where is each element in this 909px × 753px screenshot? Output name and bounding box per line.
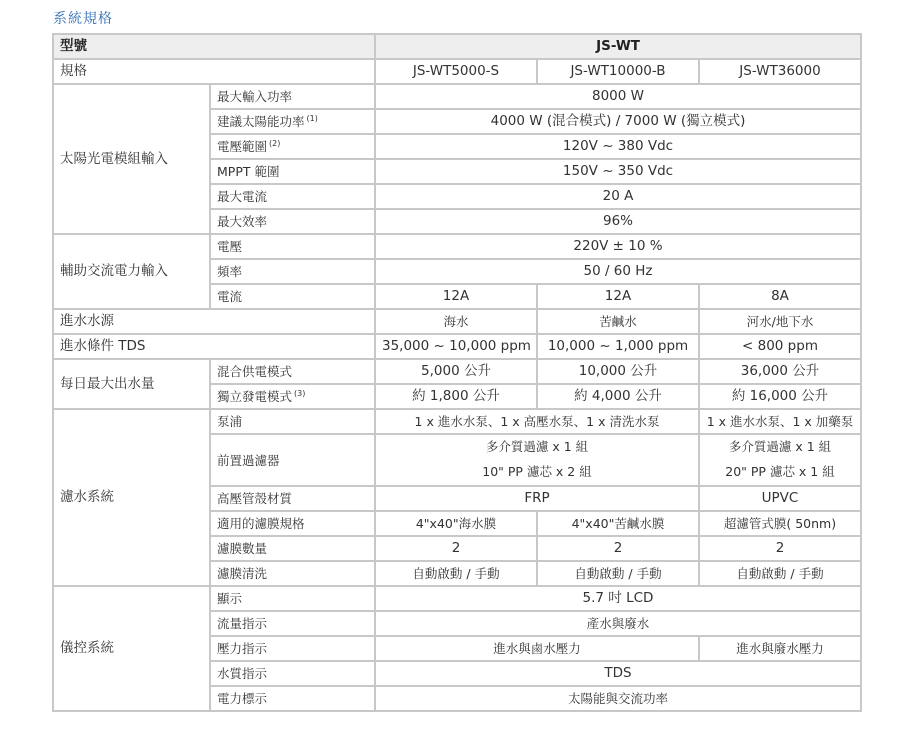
cell-value: 約 1,800 公升 xyxy=(375,384,537,409)
cell-value: 10,000 ~ 1,000 ppm xyxy=(537,334,699,359)
cell-value: 35,000 ~ 10,000 ppm xyxy=(375,334,537,359)
cell-value: 2 xyxy=(375,536,537,561)
cell-value: 12A xyxy=(375,284,537,309)
cell-value: 4"x40"海水膜 xyxy=(375,511,537,536)
group-label: 每日最大出水量 xyxy=(53,359,210,409)
cell-value: 進水與廢水壓力 xyxy=(699,636,861,661)
cell-value: 8000 W xyxy=(375,84,861,109)
row-label: 前置過濾器 xyxy=(210,434,375,486)
row-label: 電流 xyxy=(210,284,375,309)
group-label: 輔助交流電力輸入 xyxy=(53,234,210,309)
row-label: 最大效率 xyxy=(210,209,375,234)
footnote-ref: (3) xyxy=(294,388,306,398)
cell-value: 50 / 60 Hz xyxy=(375,259,861,284)
cell-value: 4000 W (混合模式) / 7000 W (獨立模式) xyxy=(375,109,861,134)
row-label: 流量指示 xyxy=(210,611,375,636)
cell-value: UPVC xyxy=(699,486,861,511)
spec-table xyxy=(52,33,862,712)
row-label xyxy=(210,384,375,409)
series-name: JS-WT xyxy=(375,34,861,59)
cell-line: 多介質過濾 x 1 組 xyxy=(485,439,589,454)
cell-value: 太陽能與交流功率 xyxy=(375,686,861,711)
row-label: 顯示 xyxy=(210,586,375,611)
row-label: 電壓 xyxy=(210,234,375,259)
footnote-ref: (2) xyxy=(269,138,281,148)
row-label: 適用的濾膜規格 xyxy=(210,511,375,536)
row-label xyxy=(210,134,375,159)
table-row xyxy=(53,309,861,334)
cell-value: 5,000 公升 xyxy=(375,359,537,384)
group-label: 濾水系統 xyxy=(53,409,210,586)
cell-value: 2 xyxy=(537,536,699,561)
table-row xyxy=(53,34,861,59)
model-name: JS-WT10000-B xyxy=(537,59,699,84)
row-label: 高壓管殼材質 xyxy=(210,486,375,511)
row-label: 濾膜數量 xyxy=(210,536,375,561)
cell-value: 2 xyxy=(699,536,861,561)
cell-value: TDS xyxy=(375,661,861,686)
page-title: 系統規格 xyxy=(53,11,113,27)
cell-value: FRP xyxy=(375,486,699,511)
row-label: 最大輸入功率 xyxy=(210,84,375,109)
cell-line: 多介質過濾 x 1 組 xyxy=(728,439,832,454)
cell-value: 1 x 進水水泵、1 x 加藥泵 xyxy=(699,409,861,434)
model-name: JS-WT36000 xyxy=(699,59,861,84)
cell-value: 約 4,000 公升 xyxy=(537,384,699,409)
row-label-text: 電壓範圍 xyxy=(217,139,268,154)
row-label: 水質指示 xyxy=(210,661,375,686)
cell-value: 20 A xyxy=(375,184,861,209)
row-label: 進水條件 TDS xyxy=(53,334,375,359)
cell-value: 220V ± 10 % xyxy=(375,234,861,259)
cell-value: 海水 xyxy=(375,309,537,334)
row-label: 壓力指示 xyxy=(210,636,375,661)
row-label-text: 建議太陽能功率 xyxy=(217,114,305,129)
cell-value: 自動啟動 / 手動 xyxy=(537,561,699,586)
cell-value: 96% xyxy=(375,209,861,234)
cell-value: < 800 ppm xyxy=(699,334,861,359)
table-row xyxy=(53,586,861,611)
table-row xyxy=(53,59,861,84)
cell-value xyxy=(375,434,699,486)
cell-value: 12A xyxy=(537,284,699,309)
table-row xyxy=(53,359,861,384)
row-label: 進水水源 xyxy=(53,309,375,334)
row-label: 濾膜清洗 xyxy=(210,561,375,586)
model-name: JS-WT5000-S xyxy=(375,59,537,84)
row-label: MPPT 範圍 xyxy=(210,159,375,184)
cell-value: 5.7 吋 LCD xyxy=(375,586,861,611)
footnote-ref: (1) xyxy=(306,113,318,123)
cell-value: 1 x 進水水泵、1 x 高壓水泵、1 x 清洗水泵 xyxy=(375,409,699,434)
row-label: 混合供電模式 xyxy=(210,359,375,384)
cell-value: 4"x40"苦鹹水膜 xyxy=(537,511,699,536)
row-label: 最大電流 xyxy=(210,184,375,209)
cell-value: 8A xyxy=(699,284,861,309)
cell-value: 自動啟動 / 手動 xyxy=(375,561,537,586)
table-row xyxy=(53,84,861,109)
table-row xyxy=(53,409,861,434)
cell-value: 產水與廢水 xyxy=(375,611,861,636)
cell-value: 150V ~ 350 Vdc xyxy=(375,159,861,184)
cell-value: 36,000 公升 xyxy=(699,359,861,384)
table-row xyxy=(53,234,861,259)
row-label: 頻率 xyxy=(210,259,375,284)
group-label: 太陽光電模組輸入 xyxy=(53,84,210,234)
row-label: 電力標示 xyxy=(210,686,375,711)
table-row xyxy=(53,334,861,359)
row-label-text: 獨立發電模式 xyxy=(217,389,293,404)
cell-value: 進水與鹵水壓力 xyxy=(375,636,699,661)
cell-value: 苦鹹水 xyxy=(537,309,699,334)
row-label: 泵浦 xyxy=(210,409,375,434)
cell-value: 超濾管式膜( 50nm) xyxy=(699,511,861,536)
cell-value: 河水/地下水 xyxy=(699,309,861,334)
row-label xyxy=(210,109,375,134)
cell-value: 120V ~ 380 Vdc xyxy=(375,134,861,159)
cell-line: 20" PP 濾芯 x 1 組 xyxy=(725,464,835,479)
group-label: 儀控系統 xyxy=(53,586,210,711)
model-label: 型號 xyxy=(53,34,375,59)
cell-value xyxy=(699,434,861,486)
cell-value: 10,000 公升 xyxy=(537,359,699,384)
spec-label: 規格 xyxy=(53,59,375,84)
cell-line: 10" PP 濾芯 x 2 組 xyxy=(482,464,592,479)
cell-value: 約 16,000 公升 xyxy=(699,384,861,409)
cell-value: 自動啟動 / 手動 xyxy=(699,561,861,586)
